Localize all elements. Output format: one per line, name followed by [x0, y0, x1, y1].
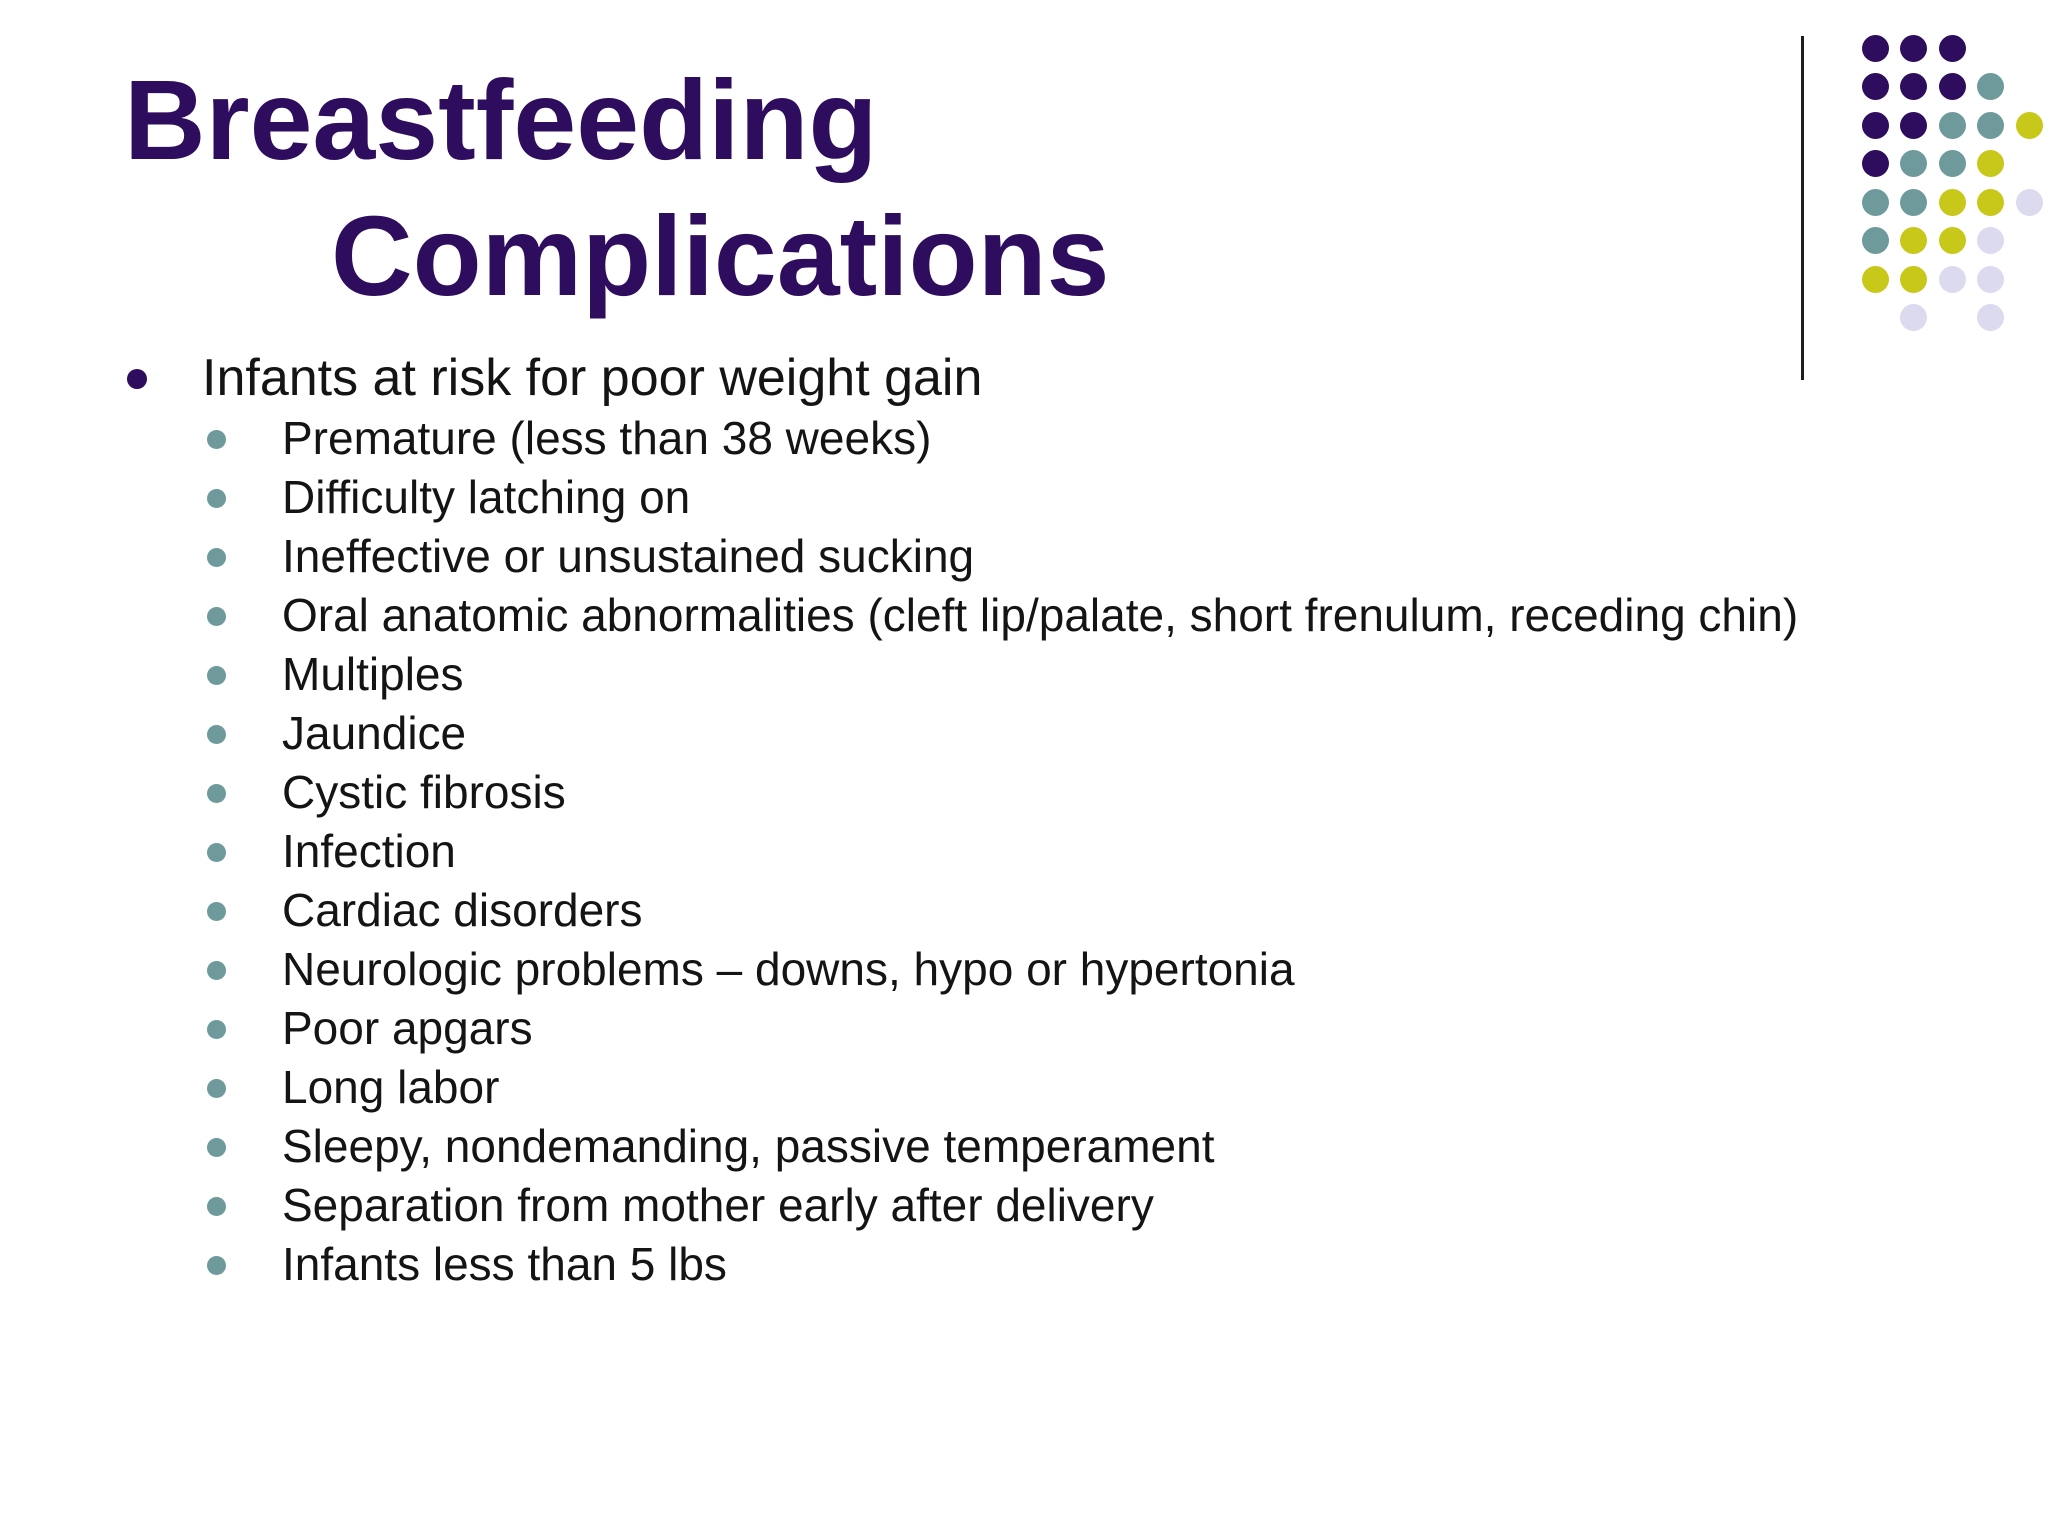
decorative-dot	[1977, 150, 2004, 177]
sub-bullet-item: Cystic fibrosis	[282, 766, 566, 818]
sub-bullet-item: Long labor	[282, 1061, 500, 1113]
sub-bullet-item: Premature (less than 38 weeks)	[282, 412, 932, 464]
decorative-dot	[1977, 227, 2004, 254]
decorative-dot	[1939, 227, 1966, 254]
sub-bullet-item: Infants less than 5 lbs	[282, 1238, 727, 1290]
decorative-dot	[1939, 189, 1966, 216]
sub-bullet-dot	[207, 430, 226, 449]
decorative-dot	[1900, 304, 1927, 331]
sub-bullet-item: Difficulty latching on	[282, 471, 691, 523]
decorative-dot	[1939, 73, 1966, 100]
sub-bullet-dot	[207, 607, 226, 626]
decorative-dot	[1862, 150, 1889, 177]
decorative-dot	[1862, 227, 1889, 254]
sub-bullet-item: Ineffective or unsustained sucking	[282, 530, 975, 582]
sub-bullet-dot	[207, 961, 226, 980]
main-bullet-dot	[127, 369, 147, 389]
sub-bullet-dot	[207, 1197, 226, 1216]
sub-bullet-item: Poor apgars	[282, 1002, 533, 1054]
decorative-dot	[1900, 112, 1927, 139]
sub-bullet-dot	[207, 548, 226, 567]
decorative-dot	[1862, 35, 1889, 62]
sub-bullet-dot	[207, 1256, 226, 1275]
sub-bullet-dot	[207, 784, 226, 803]
decorative-dot	[1900, 73, 1927, 100]
decorative-dot	[1862, 189, 1889, 216]
sub-bullet-item: Neurologic problems – downs, hypo or hypertonia	[282, 943, 1295, 995]
decorative-dot	[1939, 150, 1966, 177]
title-line-2: Complications	[331, 193, 1110, 319]
slide-title	[124, 52, 1110, 324]
sub-bullet-dot	[207, 725, 226, 744]
decorative-dot	[1862, 73, 1889, 100]
decorative-dot	[1900, 189, 1927, 216]
decorative-dot	[1900, 35, 1927, 62]
sub-bullet-item: Jaundice	[282, 707, 467, 759]
decorative-dot	[1977, 189, 2004, 216]
decorative-dot	[2016, 189, 2043, 216]
decorative-dot	[1939, 112, 1966, 139]
vertical-divider	[1801, 36, 1804, 380]
main-bullet-text: Infants at risk for poor weight gain	[202, 349, 983, 407]
sub-bullet-dot	[207, 1138, 226, 1157]
sub-bullet-item: Infection	[282, 825, 456, 877]
decorative-dot	[1900, 227, 1927, 254]
sub-bullet-item: Separation from mother early after delivery	[282, 1179, 1154, 1231]
decorative-dot	[1977, 266, 2004, 293]
decorative-dot	[1900, 266, 1927, 293]
sub-bullet-dot	[207, 1020, 226, 1039]
decorative-dot	[1862, 266, 1889, 293]
decorative-dot	[1939, 35, 1966, 62]
decorative-dot	[1939, 266, 1966, 293]
sub-bullet-item: Oral anatomic abnormalities (cleft lip/palate, short frenulum, receding chin)	[282, 589, 1799, 641]
sub-bullet-dot	[207, 902, 226, 921]
sub-bullet-dot	[207, 843, 226, 862]
decorative-dot	[1977, 112, 2004, 139]
title-line-1: Breastfeeding	[124, 57, 878, 183]
sub-bullet-dot	[207, 1079, 226, 1098]
sub-bullet-dot	[207, 489, 226, 508]
sub-bullet-item: Multiples	[282, 648, 464, 700]
sub-bullet-dot	[207, 666, 226, 685]
decorative-dot	[1862, 112, 1889, 139]
sub-bullet-item: Cardiac disorders	[282, 884, 643, 936]
decorative-dot	[1977, 304, 2004, 331]
sub-bullet-item: Sleepy, nondemanding, passive temperament	[282, 1120, 1215, 1172]
decorative-dot	[1977, 73, 2004, 100]
decorative-dot	[1900, 150, 1927, 177]
decorative-dot	[2016, 112, 2043, 139]
